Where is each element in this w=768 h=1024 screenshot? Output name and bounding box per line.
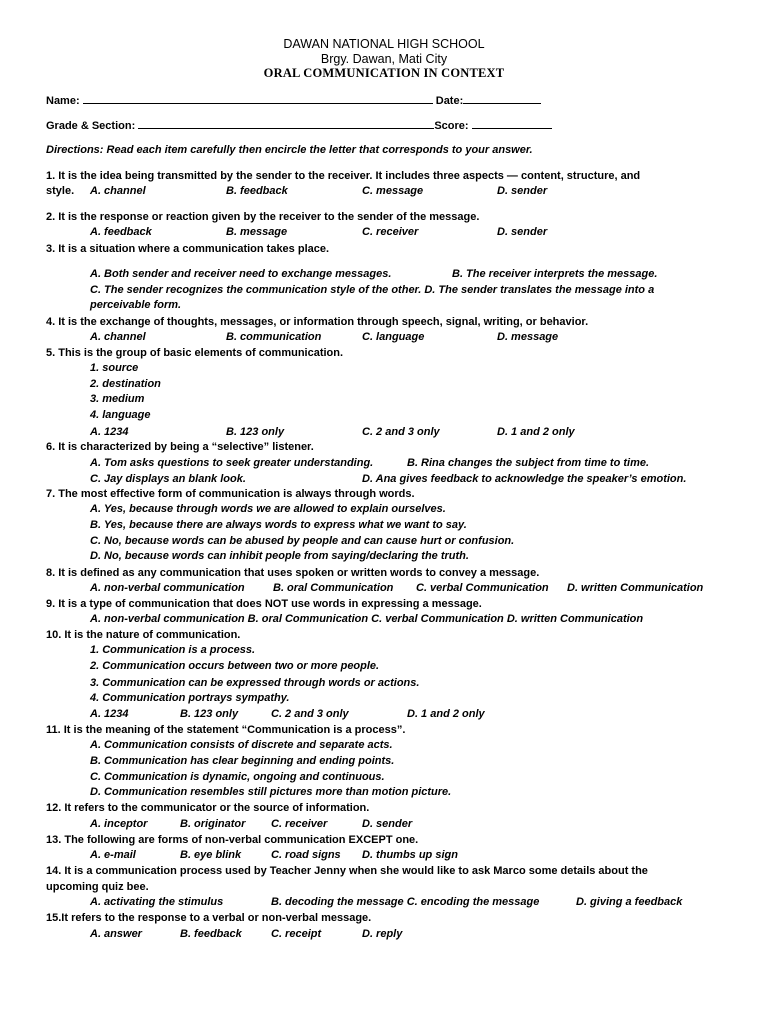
question-stem: 6. It is characterized by being a “selective” listener. bbox=[46, 441, 314, 453]
choice[interactable]: C. language bbox=[362, 331, 425, 343]
school-address: Brgy. Dawan, Mati City bbox=[320, 52, 448, 66]
choice[interactable]: A. feedback bbox=[90, 226, 152, 238]
name-label: Name: bbox=[46, 95, 80, 107]
choice[interactable]: A. channel bbox=[90, 331, 146, 343]
question-stem: 7. The most effective form of communication is always through words. bbox=[46, 488, 415, 500]
choice[interactable]: C. Jay displays an blank look. bbox=[90, 473, 246, 485]
directions: Directions: Read each item carefully then encircle the letter that corresponds to your answer. bbox=[46, 144, 533, 156]
choice[interactable]: B. feedback bbox=[180, 928, 242, 940]
choice[interactable]: B. Communication has clear beginning and ending points. bbox=[90, 755, 395, 767]
choice[interactable]: D. written Communication bbox=[567, 582, 704, 594]
choice[interactable]: C. No, because words can be abused by people and can cause hurt or confusion. bbox=[90, 535, 515, 547]
grade-score-row bbox=[46, 117, 552, 133]
choice[interactable]: C. message bbox=[362, 185, 424, 197]
question-stem: 8. It is defined as any communication that uses spoken or written words to convey a message. bbox=[46, 567, 540, 579]
question-stem: 2. It is the response or reaction given by the receiver to the sender of the message. bbox=[46, 211, 480, 223]
choice[interactable]: B. feedback bbox=[226, 185, 288, 197]
question-stem: 4. It is the exchange of thoughts, messages, or information through speech, signal, writing, or behavior. bbox=[46, 316, 589, 328]
question-stem: 11. It is the meaning of the statement “Communication is a process”. bbox=[46, 724, 406, 736]
choice[interactable]: B. message bbox=[226, 226, 288, 238]
choice[interactable]: A. non-verbal communication B. oral Communication C. verbal Communication D. written Communication bbox=[90, 613, 644, 625]
choice[interactable]: D. 1 and 2 only bbox=[497, 426, 575, 438]
choice[interactable]: A. 1234 bbox=[90, 708, 129, 720]
grade-section-label: Grade & Section: bbox=[46, 120, 136, 132]
choice[interactable]: A. answer bbox=[90, 928, 142, 940]
school-name: DAWAN NATIONAL HIGH SCHOOL bbox=[283, 37, 485, 51]
choice[interactable]: C. 2 and 3 only bbox=[271, 708, 349, 720]
choice[interactable]: C. receipt bbox=[271, 928, 322, 940]
question-stem: 14. It is a communication process used by Teacher Jenny when she would like to ask Marco some details about the bbox=[46, 865, 648, 877]
choice[interactable]: D. Ana gives feedback to acknowledge the speaker’s emotion. bbox=[362, 473, 687, 485]
choice[interactable]: B. 123 only bbox=[226, 426, 285, 438]
question-stem: 9. It is a type of communication that does NOT use words in expressing a message. bbox=[46, 598, 482, 610]
choice[interactable]: B. eye blink bbox=[180, 849, 242, 861]
question-stem: 5. This is the group of basic elements of communication. bbox=[46, 347, 344, 359]
choice[interactable]: D. sender bbox=[362, 818, 413, 830]
date-field[interactable] bbox=[463, 92, 541, 104]
choice[interactable]: D. giving a feedback bbox=[576, 896, 683, 908]
choice[interactable]: C. receiver bbox=[362, 226, 419, 238]
choice[interactable]: A. channel bbox=[90, 185, 146, 197]
question-stem: 13. The following are forms of non-verbal communication EXCEPT one. bbox=[46, 834, 419, 846]
choice[interactable]: A. non-verbal communication bbox=[90, 582, 245, 594]
question-stem-cont: style. bbox=[46, 185, 75, 197]
choice[interactable]: A. activating the stimulus bbox=[90, 896, 224, 908]
choice[interactable]: D. message bbox=[497, 331, 559, 343]
choice[interactable]: B. decoding the message C. encoding the message bbox=[271, 896, 540, 908]
choice[interactable]: C. verbal Communication bbox=[416, 582, 549, 594]
choice[interactable]: A. 1234 bbox=[90, 426, 129, 438]
choice[interactable]: D. No, because words can inhibit people from saying/declaring the truth. bbox=[90, 550, 469, 562]
choice[interactable]: D. 1 and 2 only bbox=[407, 708, 485, 720]
question-stem-cont: upcoming quiz bee. bbox=[46, 881, 149, 893]
list-item: 3. Communication can be expressed through words or actions. bbox=[90, 677, 420, 689]
choice-cont: perceivable form. bbox=[90, 299, 182, 311]
score-field[interactable] bbox=[472, 117, 552, 129]
list-item: 4. language bbox=[90, 409, 151, 421]
subject-title: ORAL COMMUNICATION IN CONTEXT bbox=[263, 66, 505, 80]
score-label: Score: bbox=[434, 120, 469, 132]
choice[interactable]: B. originator bbox=[180, 818, 246, 830]
choice[interactable]: A. Yes, because through words we are allowed to explain ourselves. bbox=[90, 503, 446, 515]
choice[interactable]: A. inceptor bbox=[90, 818, 148, 830]
choice[interactable]: B. 123 only bbox=[180, 708, 239, 720]
list-item: 3. medium bbox=[90, 393, 145, 405]
date-label: Date: bbox=[435, 95, 464, 107]
choice[interactable]: B. oral Communication bbox=[273, 582, 394, 594]
choice[interactable]: B. Yes, because there are always words to express what we want to say. bbox=[90, 519, 467, 531]
question-stem: 3. It is a situation where a communication takes place. bbox=[46, 243, 330, 255]
choice[interactable]: D. reply bbox=[362, 928, 403, 940]
choice[interactable]: B. Rina changes the subject from time to time. bbox=[407, 457, 650, 469]
list-item: 2. Communication occurs between two or more people. bbox=[90, 660, 380, 672]
choice[interactable]: D. sender bbox=[497, 185, 548, 197]
list-item: 1. Communication is a process. bbox=[90, 644, 256, 656]
list-item: 1. source bbox=[90, 362, 139, 374]
list-item: 4. Communication portrays sympathy. bbox=[90, 692, 290, 704]
question-stem: 1. It is the idea being transmitted by the sender to the receiver. It includes three aspects — content, structure, and bbox=[46, 170, 641, 182]
choice[interactable]: A. Tom asks questions to seek greater understanding. bbox=[90, 457, 374, 469]
choice[interactable]: C. Communication is dynamic, ongoing and continuous. bbox=[90, 771, 385, 783]
choice[interactable]: D. Communication resembles still pictures more than motion picture. bbox=[90, 786, 452, 798]
choice[interactable]: C. receiver bbox=[271, 818, 328, 830]
choice[interactable]: B. The receiver interprets the message. bbox=[452, 268, 658, 280]
choice[interactable]: C. 2 and 3 only bbox=[362, 426, 440, 438]
choice[interactable]: C. road signs bbox=[271, 849, 341, 861]
question-stem: 12. It refers to the communicator or the source of information. bbox=[46, 802, 370, 814]
choice[interactable]: D. thumbs up sign bbox=[362, 849, 458, 861]
choice[interactable]: A. Communication consists of discrete and separate acts. bbox=[90, 739, 393, 751]
list-item: 2. destination bbox=[90, 378, 161, 390]
name-date-row bbox=[46, 92, 541, 108]
choice[interactable]: B. communication bbox=[226, 331, 322, 343]
grade-section-field[interactable] bbox=[138, 117, 434, 129]
choice[interactable]: C. The sender recognizes the communication style of the other. D. The sender translates the message into a bbox=[90, 284, 655, 296]
name-field[interactable] bbox=[83, 92, 433, 104]
question-stem: 10. It is the nature of communication. bbox=[46, 629, 241, 641]
choice[interactable]: A. Both sender and receiver need to exchange messages. bbox=[90, 268, 392, 280]
choice[interactable]: D. sender bbox=[497, 226, 548, 238]
question-stem: 15.It refers to the response to a verbal or non-verbal message. bbox=[46, 912, 372, 924]
choice[interactable]: A. e-mail bbox=[90, 849, 136, 861]
